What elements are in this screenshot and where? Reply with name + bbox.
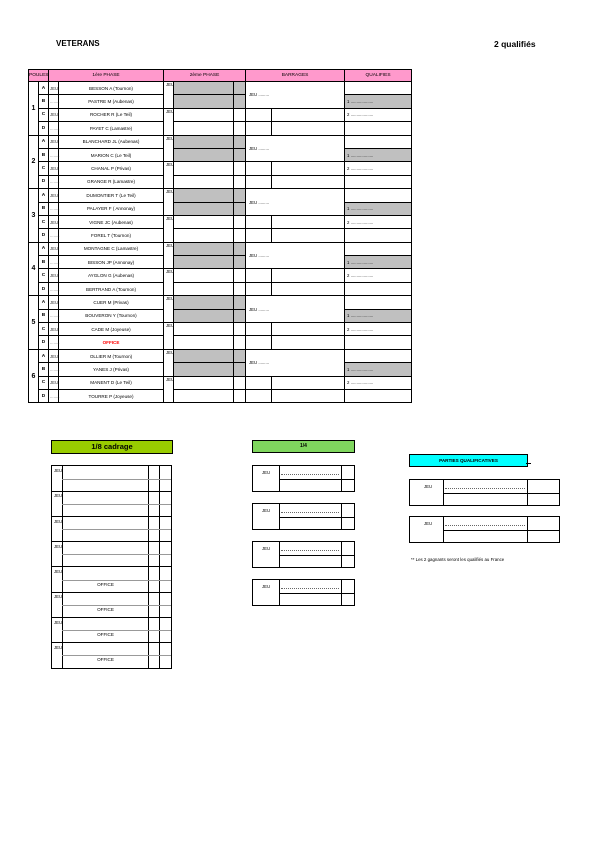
player-letter: B [39,256,49,269]
cadrage-match [52,542,171,567]
barrage-cell: JEU ......... [246,135,345,162]
phase2-game-cell: JEU [164,242,174,269]
phase2-game-cell: JEU [164,82,174,109]
header-poules: POULES [29,70,49,82]
phase2-slot [174,242,234,255]
quarter-jeu-label: JEU [262,508,271,513]
pools-table [28,69,412,403]
phase2-slot [174,175,234,188]
player-letter: A [39,242,49,255]
quarter-banner: 1/4 [252,440,355,453]
player-letter: C [39,108,49,121]
qualified-slot: 2 ................... [345,323,412,336]
phase2-score [234,242,246,255]
qualified-slot: 1 ................... [345,363,412,376]
barrage-slot [246,122,272,135]
phase2-slot [174,135,234,148]
phase2-slot [174,215,234,228]
phase2-score [234,108,246,121]
phase1-game-cell: JEU [49,296,59,309]
table-row [29,242,412,255]
quarter-midline [279,517,354,518]
phase1-game-cell: JEU [49,242,59,255]
pool-number: 4 [29,242,39,296]
player-name: OFFICE [59,336,164,349]
quarter-match [252,579,355,606]
barrage-slot [246,162,272,175]
qualified-slot [345,175,412,188]
phase2-score [234,363,246,376]
player-name: MANENT D (Le Teil) [59,376,164,389]
player-name: GRANGE R (Lamastre) [59,175,164,188]
player-name: DUMONTIER T (Le Teil) [59,189,164,202]
qualified-slot: 1 ................... [345,148,412,161]
player-letter: C [39,215,49,228]
barrage-slot [272,215,345,228]
player-name: CHANAL P (Privas) [59,162,164,175]
phase2-game-cell: JEU [164,108,174,135]
phase1-game-cell: ........ [49,389,59,402]
quarter-midline [279,479,354,480]
cadrage-jeu-label: JEU [54,594,63,600]
quarter-dotline [281,474,339,475]
phase2-game-cell: JEU [164,376,174,403]
phase1-game-cell: ........ [49,148,59,161]
player-name: FOREL T (Tournon) [59,229,164,242]
player-letter: A [39,349,49,362]
cadrage-jeu-label: JEU [54,644,63,650]
table-row [29,229,412,242]
barrage-slot [272,376,345,389]
player-letter: B [39,309,49,322]
player-name: ROCHER R (Le Teil) [59,108,164,121]
phase2-slot [174,256,234,269]
table-row [29,162,412,175]
player-name: PALAYER F ( Annonay) [59,202,164,215]
barrage-slot [272,162,345,175]
phase2-score [234,202,246,215]
barrage-slot [272,175,345,188]
player-name: BOUVERON Y (Tournon) [59,309,164,322]
player-name: MARION C (Le Teil) [59,148,164,161]
quarter-jeu-label: JEU [262,470,271,475]
quarter-dotline [281,588,339,589]
player-letter: C [39,323,49,336]
phase1-game-cell: ........ [49,336,59,349]
cadrage-match [52,517,171,542]
quarter-midline [279,555,354,556]
player-name: BESSON A (Tournon) [59,82,164,95]
phase1-game-cell: ........ [49,282,59,295]
cadrage-match [52,643,171,668]
qualified-slot [345,189,412,202]
phase1-game-cell: JEU [49,323,59,336]
qualified-slot [345,349,412,362]
phase2-score [234,349,246,362]
player-letter: A [39,135,49,148]
barrage-slot [246,175,272,188]
phase1-game-cell: JEU [49,162,59,175]
cadrage-jeu-label: JEU [54,468,63,473]
cadrage-match [52,618,171,643]
phase1-game-cell: ........ [49,175,59,188]
qualified-slot [345,336,412,349]
phase1-game-cell: JEU [49,269,59,282]
phase2-score [234,229,246,242]
phase1-game-cell: JEU [49,189,59,202]
cadrage-jeu-label: JEU [54,619,63,625]
table-row [29,95,412,108]
barrage-cell: JEU ......... [246,189,345,216]
player-name: MONTAGNE C (Lamastre) [59,242,164,255]
barrage-slot [272,269,345,282]
qualified-slot [345,242,412,255]
phase1-game-cell: ........ [49,202,59,215]
player-letter: B [39,95,49,108]
table-row [29,256,412,269]
cadrage-jeu-label: JEU [54,543,63,549]
phase2-score [234,269,246,282]
pool-number: 3 [29,189,39,243]
barrage-cell: JEU ......... [246,82,345,109]
phase2-slot [174,82,234,95]
player-name: CUER M (Privas) [59,296,164,309]
player-name: PASTRE M (Aubenas) [59,95,164,108]
player-name: OLLIER M (Tournon) [59,349,164,362]
phase2-score [234,282,246,295]
player-name: TOURRE P (Joyeuse) [59,389,164,402]
phase2-game-cell: JEU [164,215,174,242]
qualified-slot [345,389,412,402]
player-name: AYGLON G (Aubenas) [59,269,164,282]
table-row [29,309,412,322]
cadrage-jeu-label: JEU [54,569,63,574]
barrage-slot [246,376,272,389]
phase2-score [234,148,246,161]
phase2-score [234,376,246,389]
phase2-slot [174,122,234,135]
phase1-game-cell: JEU [49,135,59,148]
qualified-slot: 1 ................... [345,202,412,215]
player-letter: C [39,376,49,389]
table-row [29,336,412,349]
phase2-slot [174,269,234,282]
cadrage-jeu-label: JEU [54,493,63,499]
barrage-slot [246,108,272,121]
qualified-slot: 1 ................... [345,95,412,108]
phase1-game-cell: JEU [49,376,59,389]
table-row [29,148,412,161]
barrage-slot [272,282,345,295]
phase1-game-cell: ........ [49,256,59,269]
player-letter: A [39,189,49,202]
barrage-slot [272,389,345,402]
phase2-game-cell: JEU [164,296,174,323]
phase2-slot [174,148,234,161]
cadrage-jeu-label: JEU [54,518,63,524]
phase2-score [234,336,246,349]
phase2-game-cell: JEU [164,189,174,216]
phase2-game-cell: JEU [164,349,174,376]
table-row [29,323,412,336]
barrage-slot [272,122,345,135]
table-row [29,282,412,295]
table-row [29,108,412,121]
player-name: CADE M (Joyeuse) [59,323,164,336]
table-row [29,202,412,215]
barrage-slot [246,229,272,242]
player-letter: D [39,282,49,295]
player-letter: D [39,175,49,188]
table-row [29,82,412,95]
table-row [29,175,412,188]
cadrage-match [52,592,171,617]
qualified-slot: 2 ................... [345,215,412,228]
table-row [29,122,412,135]
barrage-slot [246,389,272,402]
barrage-slot [272,336,345,349]
table-row [29,135,412,148]
phase2-slot [174,363,234,376]
header-phase1: 1ère PHASE [49,70,164,82]
cadrage-match [52,491,171,516]
phase2-slot [174,389,234,402]
phase1-game-cell: ........ [49,363,59,376]
phase2-score [234,189,246,202]
phase2-game-cell: JEU [164,323,174,350]
player-name: PAYET C (Lamastre) [59,122,164,135]
player-letter: D [39,229,49,242]
barrage-slot [246,282,272,295]
phase1-game-cell: JEU [49,215,59,228]
phase1-game-cell: ........ [49,229,59,242]
qualif-dotline [445,525,525,526]
barrage-cell: JEU ......... [246,349,345,376]
cadrage-banner: 1/8 cadrage [51,440,173,454]
phase2-slot [174,309,234,322]
phase1-game-cell: ........ [49,122,59,135]
phase2-score [234,256,246,269]
phase2-score [234,215,246,228]
qualified-slot: 1 ................... [345,309,412,322]
qualified-slot [345,122,412,135]
quarter-dotline [281,512,339,513]
table-row [29,363,412,376]
barrage-cell: JEU ......... [246,296,345,323]
player-letter: D [39,389,49,402]
table-row [29,349,412,362]
player-letter: B [39,202,49,215]
qualif-midline [443,530,559,531]
cadrage-office: OFFICE [97,606,114,612]
table-row [29,296,412,309]
barrage-cell: JEU ......... [246,242,345,269]
qualified-slot: 2 ................... [345,376,412,389]
table-header [29,70,412,82]
player-name: YANES J (Privas) [59,363,164,376]
quarter-match [252,465,355,492]
phase2-score [234,95,246,108]
phase2-slot [174,95,234,108]
barrage-slot [246,269,272,282]
qualif-banner-tick [526,463,531,464]
cadrage-office: OFFICE [97,657,114,663]
pool-number: 6 [29,349,39,403]
qualif-dotline [445,488,525,489]
phase2-slot [174,108,234,121]
qualified-slot [345,282,412,295]
phase2-score [234,309,246,322]
phase1-game-cell: JEU [49,349,59,362]
phase2-score [234,122,246,135]
qualified-slot [345,229,412,242]
phase2-slot [174,189,234,202]
phase2-score [234,389,246,402]
player-letter: D [39,336,49,349]
player-name: VIGNE JC (Aubenas) [59,215,164,228]
quarter-midline [279,593,354,594]
table-row [29,269,412,282]
qualified-slot: 1 ................... [345,256,412,269]
player-name: BERTRAND A (Tournon) [59,282,164,295]
quarter-dotline [281,550,339,551]
player-letter: B [39,148,49,161]
table-row [29,189,412,202]
barrage-slot [246,336,272,349]
phase2-slot [174,296,234,309]
phase2-slot [174,336,234,349]
phase2-game-cell: JEU [164,269,174,296]
quarter-jeu-label: JEU [262,546,271,551]
phase2-slot [174,162,234,175]
player-letter: A [39,82,49,95]
header-qualifies: QUALIFIES [345,70,412,82]
phase2-score [234,175,246,188]
cadrage-office: OFFICE [97,581,114,587]
phase2-slot [174,229,234,242]
phase2-slot [174,202,234,215]
qualified-slot: 2 ................... [345,108,412,121]
phase1-game-cell: JEU [49,108,59,121]
barrage-slot [272,108,345,121]
phase2-score [234,323,246,336]
qualif-note: ** Les 2 gagnants seront les qualifiés au France [411,557,505,562]
player-letter: C [39,269,49,282]
cadrage-bracket [51,465,172,669]
phase2-score [234,135,246,148]
qualif-midline [443,493,559,494]
qualif-banner: PARTIES QUALIFICATIVES [409,454,528,467]
phase2-game-cell: JEU [164,135,174,162]
phase2-score [234,82,246,95]
header-phase2: 2ème PHASE [164,70,246,82]
qualified-slot [345,135,412,148]
qualif-match [409,516,560,543]
quarter-jeu-label: JEU [262,584,271,589]
phase2-slot [174,376,234,389]
cadrage-match [52,567,171,592]
cadrage-match [52,466,171,491]
qualified-slot [345,82,412,95]
table-row [29,376,412,389]
player-letter: C [39,162,49,175]
phase2-game-cell: JEU [164,162,174,189]
phase2-slot [174,349,234,362]
phase1-game-cell: ........ [49,309,59,322]
qualif-jeu-label: JEU [424,484,433,489]
barrage-slot [272,229,345,242]
cadrage-office: OFFICE [97,632,114,638]
page-title: VETERANS [56,39,100,48]
table-row [29,389,412,402]
qualified-slot: 2 ................... [345,162,412,175]
player-letter: B [39,363,49,376]
player-letter: A [39,296,49,309]
header-barrages: BARRAGES [246,70,345,82]
qualif-match [409,479,560,506]
phase2-score [234,296,246,309]
phase2-slot [174,282,234,295]
barrage-slot [272,323,345,336]
player-name: BISSON JP (Annonay) [59,256,164,269]
phase1-game-cell: JEU [49,82,59,95]
table-row [29,215,412,228]
phase2-slot [174,323,234,336]
phase2-score [234,162,246,175]
pool-number: 5 [29,296,39,350]
pool-number: 1 [29,82,39,136]
barrage-slot [246,215,272,228]
player-name: BLANCHARD JL (Aubenas) [59,135,164,148]
quarter-match [252,541,355,568]
player-letter: D [39,122,49,135]
phase1-game-cell: ........ [49,95,59,108]
qualified-slot: 2 ................... [345,269,412,282]
qualified-count: 2 qualifiés [494,39,536,49]
barrage-slot [246,323,272,336]
qualified-slot [345,296,412,309]
quarter-match [252,503,355,530]
qualif-jeu-label: JEU [424,521,433,526]
pool-number: 2 [29,135,39,189]
